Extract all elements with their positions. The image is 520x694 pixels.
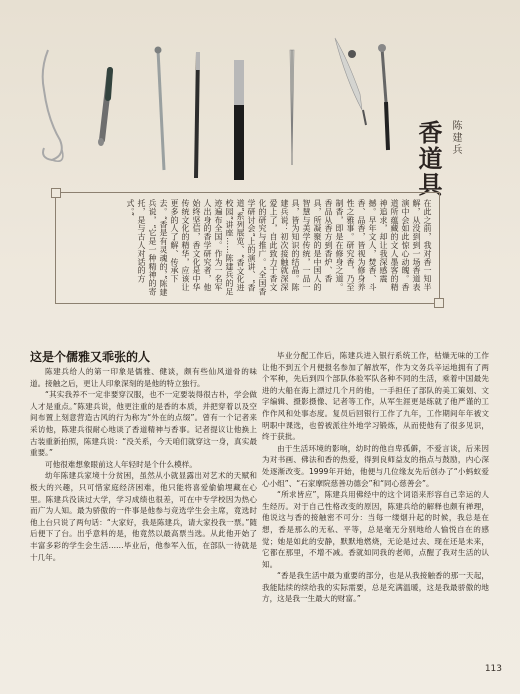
section-heading: 这是个儒雅又乖张的人 — [30, 350, 151, 364]
paragraph: 由于生活环境的影响，幼时的他自卑孤僻，不爱言谈，后来因为对书画、佛法和香的热爱，得到良师益友的指点与鼓励，内心深处逐渐改变。1999年开始，他便与几位缘友先后创办了“小蚂蚁爱心小组”、“石家摩院慈善功德会”和“同心慈善会”。 — [262, 443, 489, 488]
incense-pick-icon — [196, 52, 198, 178]
paragraph: 可他很难想象眼前这人年轻时是个什么模样。 — [45, 459, 197, 469]
incense-tools-illustration — [30, 30, 420, 190]
incense-ring-icon — [43, 50, 63, 161]
intro-frame — [55, 192, 440, 304]
author-name: 陈建兵 — [450, 120, 461, 156]
incense-spoon-icon — [98, 70, 110, 146]
paragraph: 陈建兵给人的第一印象是儒雅、健谈，颇有些仙风道骨的味道。接触之后，更让人印象深刻的是他的特立独行。 — [30, 367, 257, 388]
intro-vertical-text: 在此之前，我对香一知半解，从没到到一场香道表演中会如此惊心动魄。香道所蕴藏的文人墨客的精神追求，却让我深感震撼。早年文人，焚香、斗香、品香，皆视为修身养性之雅事。研究香，乃至制香，即是在修身之道。香品从香方到香炉、香具，所凝聚的是中国人的智慧与美学传统，一品一具，皆为知识的结晶。陈建兵说：初次接触就深深爱上了，自此致力于香文化的研究与推广。“全国香学研讨会”上的演讲、“香道”系列展览、“香文化进校园”讲座……陈建兵的足迹遍布全国。作为一名军人出身的香学研究者，他始终坚信，香文化是中华传统文化的精华，应该让更多的人了解、传承下去。“香是有灵魂的，”陈建兵说，“它是一种精神的寄托，是与古人对话的方式。” — [126, 199, 432, 297]
paragraph: 幼年陈建兵家境十分贫困，虽然从小就显露出对艺术的天赋和极大的兴趣，只可惜家庭经济困难，他只能将喜爱偷偷埋藏在心里。陈建兵没读过大学，学习成绩也很差，可在中专学校因为热心而广为人知。最为骄傲的一件事是他参与竞选学生会主席，竟选时他上台只说了两句话：“大家好，我是陈建兵，请大家投我一票。”随后便下了台。出乎意料的是，他竟然以最高票当选。从此他开始了丰富多彩的学生会生活……毕业后，他参军入伍，在部队一待就是十几年。 — [30, 471, 257, 562]
incense-tools-svg — [30, 30, 420, 190]
article-title — [410, 120, 470, 200]
incense-scraper-icon — [290, 50, 294, 165]
page-number: 113 — [484, 664, 502, 674]
article-column-right — [262, 350, 489, 675]
incense-brush-icon — [335, 38, 366, 125]
incense-tweezers-icon — [155, 47, 165, 171]
paragraph: “香是我生活中最为重要的部分，也是从我接触香的那一天起，我能陆续的续给我的实际需要，总是充满温暖，这是我最骄傲的地方，这是我一生最大的财富。” — [262, 571, 489, 604]
incense-tongs-icon — [234, 60, 244, 180]
paragraph: 毕业分配工作后，陈建兵进入银行系统工作，枯燥无味的工作让他不到五个月便报名参加了解放军，作为文务兵辛运地拥有了两个军种，先后到四个部队体验军队各种不同的生活，乘着中国最先进的大船在海上漂过几个月的他，一手担任了部队的美工策划、文字编辑、摄影摄像、记者等工作，从军生涯更是练就了他严谨的工作作风和处事态度。复员后回银行工作了九年，工作期间年年被文明职中课选，也曾被派往外地学习锻炼，从而使他有了很多见识，终于获批。 — [262, 351, 489, 442]
article-column-left — [30, 366, 257, 671]
incense-handle-icon — [378, 44, 388, 150]
paragraph: “其实我养不一定非要穿汉服，也不一定要装得很古朴，学会做人才是重点。”陈建兵说，他更注重的是香的本质，并把穿着以及空间布置上刻意营造古风的行为称为“外在的点缀”。曾有一个记者来采访他，陈建兵很耐心地谈了香道精神与香事。记者提议让他换上古装重新拍照，陈建兵说：“没关系，今天咱们就穿这一身，真实最重要。” — [30, 390, 257, 458]
title-main: 香道具 — [414, 120, 443, 198]
paragraph: “所求皆应”，陈建兵用佛经中的这个词语来形容自己幸运的人生经历。对于自己性格改变的原因，陈建兵给的解释也颇有禅理，他说这与香的接触密不可分：当每一缕烟升起的时候，我总是在想，香是那么的无私、平等，总是毫无分别地给人愉悦自在的感觉；她是如此的安静，默默地燃烧，无论是过去、现在还是未来，它都在那里，不增不减。香就如同我的老师，点醒了我对生活的认知。 — [262, 490, 489, 569]
